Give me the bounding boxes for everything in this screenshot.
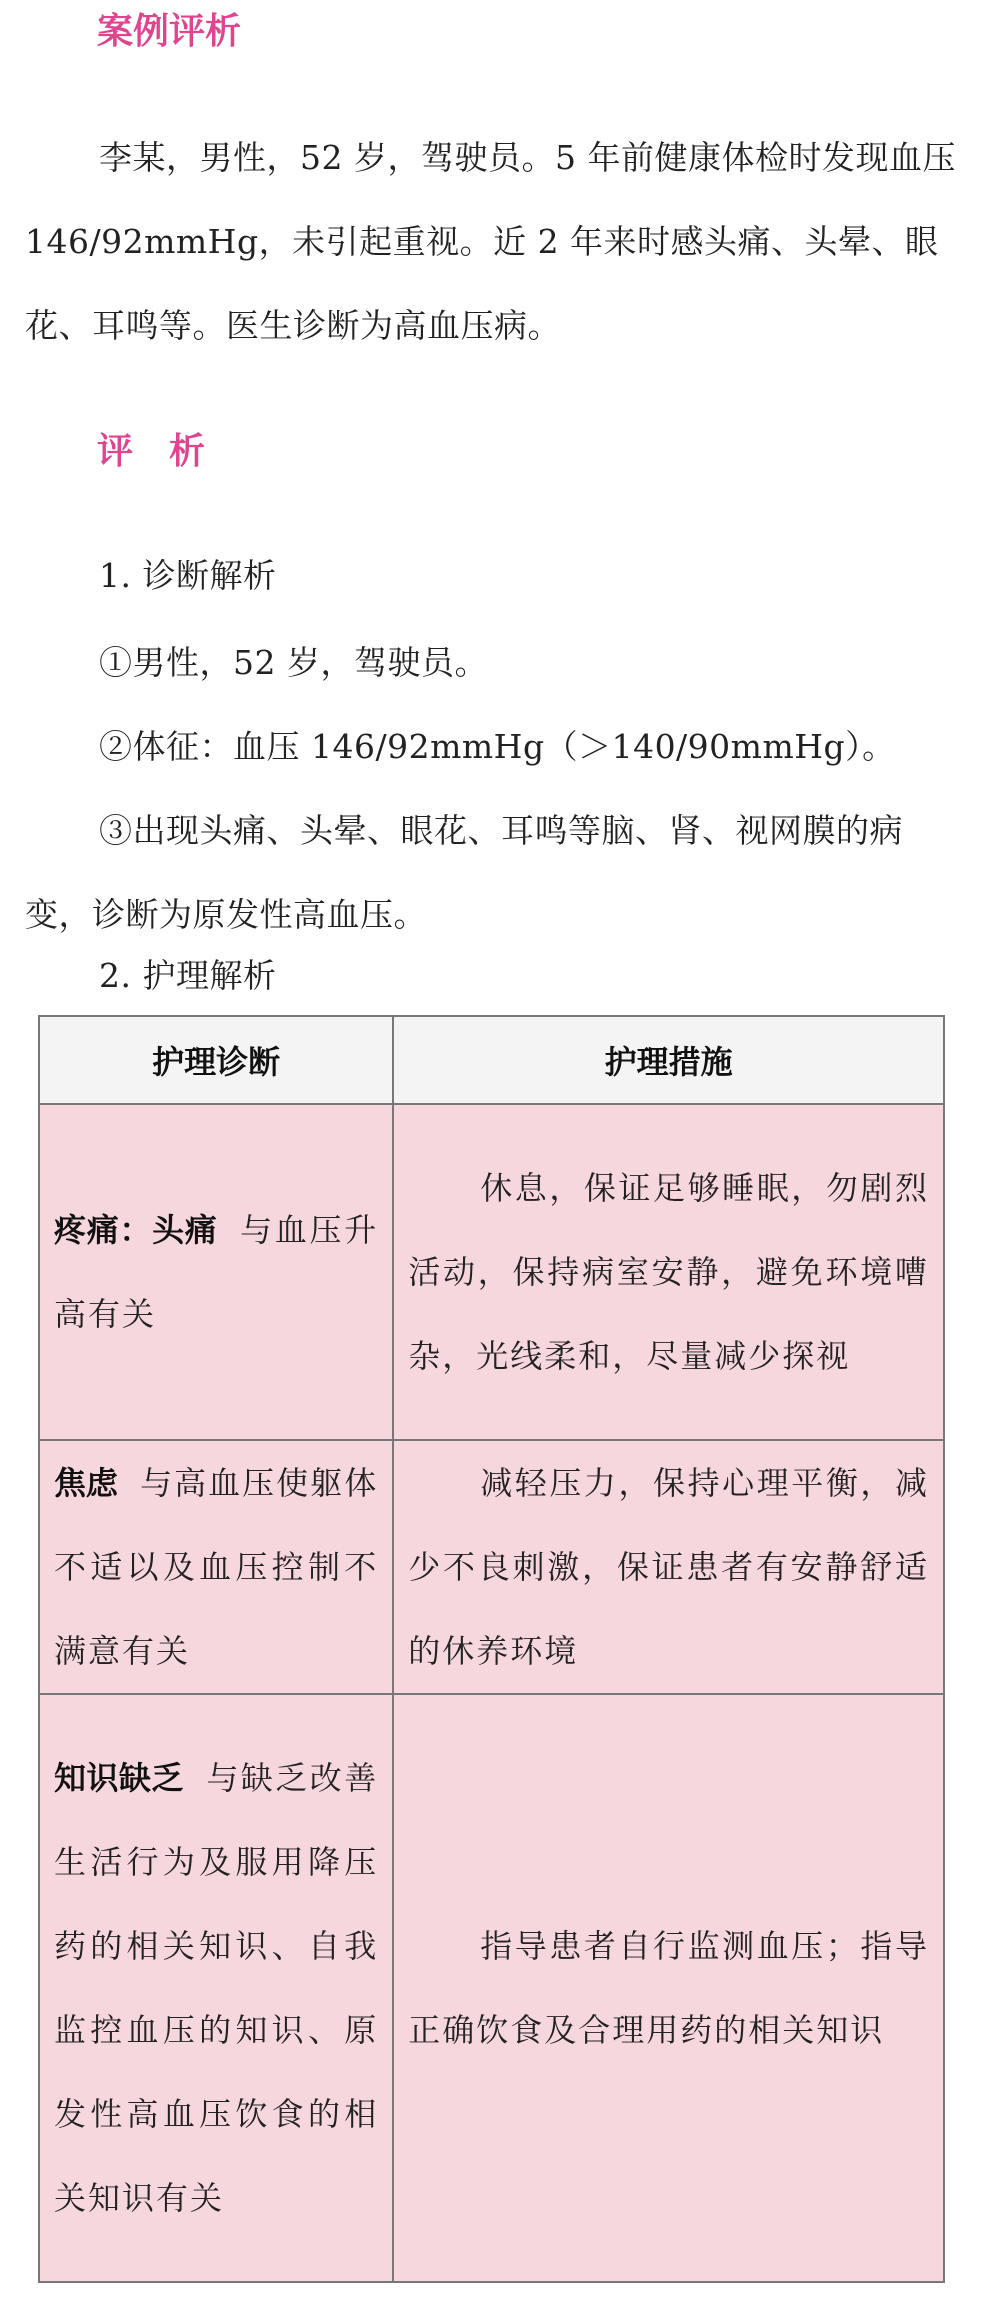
analysis-title: 评 析 <box>97 431 206 472</box>
case-description: 李某，男性，52 岁，驾驶员。5 年前健康体检时发现血压 146/92mmHg，未引起重视。近 2 年来时感头痛、头晕、眼花、耳鸣等。医生诊断为高血压病。 <box>25 138 956 345</box>
nursing-heading: 2. 护理解析 <box>99 956 277 995</box>
diagnosis-cause: 与高血压使躯体不适以及血压控制不满意有关 <box>54 1464 379 1670</box>
diagnosis-cell <box>39 1440 393 1694</box>
diagnosis-cell <box>39 1104 393 1440</box>
nursing-table <box>38 1015 945 2283</box>
measure-cell: 减轻压力，保持心理平衡，减少不良刺激，保证患者有安静舒适的休养环境 <box>393 1440 944 1694</box>
table-row <box>39 1104 944 1440</box>
diagnosis-point-2: ②体征：血压 146/92mmHg（＞140/90mmHg）。 <box>99 727 896 766</box>
table-header-row <box>39 1016 944 1104</box>
header-nursing-diagnosis: 护理诊断 <box>39 1016 393 1104</box>
header-nursing-measures: 护理措施 <box>393 1016 944 1104</box>
section-title: 案例评析 <box>97 11 242 52</box>
diagnosis-heading: 1. 诊断解析 <box>99 556 277 595</box>
diagnosis-cause: 与缺乏改善生活行为及服用降压药的相关知识、自我监控血压的知识、原发性高血压饮食的相关知识有关 <box>54 1759 379 2217</box>
table-row <box>39 1694 944 2282</box>
diagnosis-point-3: ③出现头痛、头晕、眼花、耳鸣等脑、肾、视网膜的病变，诊断为原发性高血压。 <box>25 811 903 934</box>
measure-cell: 休息，保证足够睡眠，勿剧烈活动，保持病室安静，避免环境嘈杂，光线柔和，尽量减少探视 <box>393 1104 944 1440</box>
table-row <box>39 1440 944 1694</box>
diagnosis-term: 焦虑 <box>54 1464 119 1502</box>
diagnosis-term: 疼痛：头痛 <box>54 1211 218 1249</box>
measure-cell: 指导患者自行监测血压；指导正确饮食及合理用药的相关知识 <box>393 1694 944 2282</box>
diagnosis-cause: 与血压升高有关 <box>54 1211 379 1333</box>
diagnosis-term: 知识缺乏 <box>54 1759 184 1797</box>
diagnosis-point-1: ①男性，52 岁，驾驶员。 <box>99 643 488 682</box>
diagnosis-cell <box>39 1694 393 2282</box>
